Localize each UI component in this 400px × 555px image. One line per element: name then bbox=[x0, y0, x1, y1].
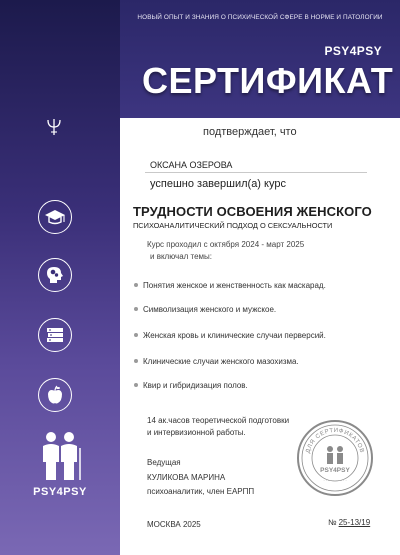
bullet-icon bbox=[134, 283, 138, 287]
apple-icon bbox=[38, 378, 72, 412]
sidebar-brand: PSY4PSY bbox=[33, 486, 87, 498]
head-gears-icon bbox=[38, 258, 72, 292]
topic-item: Женская кровь и клинические случаи перверсий. bbox=[134, 331, 326, 340]
hours-line-2: и интервизионной работы. bbox=[147, 428, 246, 437]
course-subtitle: ПСИХОАНАЛИТИЧЕСКИЙ ПОДХОД О СЕКСУАЛЬНОСТИ bbox=[133, 221, 333, 230]
hours-line-1: 14 ак.часов теоретической подготовки bbox=[147, 416, 290, 425]
city-year: МОСКВА 2025 bbox=[147, 520, 201, 529]
topic-item: Понятия женское и женственность как маскарад. bbox=[134, 281, 326, 290]
topic-item: Символизация женского и мужское. bbox=[134, 305, 276, 314]
psi-logo-icon bbox=[47, 118, 61, 136]
seal-stamp bbox=[295, 418, 375, 498]
books-icon bbox=[38, 318, 72, 352]
lead-name: КУЛИКОВА МАРИНА bbox=[147, 473, 226, 482]
topic-item: Квир и гибридизация полов. bbox=[134, 381, 248, 390]
course-title: ТРУДНОСТИ ОСВОЕНИЯ ЖЕНСКОГО bbox=[133, 204, 372, 219]
completed-text: успешно завершил(а) курс bbox=[150, 178, 286, 190]
graduation-cap-icon bbox=[38, 200, 72, 234]
svg-text:· · · · · · · · · ·: · · · · · · · · · · bbox=[323, 478, 347, 483]
confirms-text: подтверждает, что bbox=[203, 126, 297, 138]
name-divider bbox=[145, 172, 367, 173]
stamp-brand: PSY4PSY bbox=[320, 467, 350, 474]
number-value: 25-13/19 bbox=[338, 518, 371, 527]
stamp-top-text: ДЛЯ СЕРТИФИКАТОВ bbox=[305, 427, 365, 454]
lead-label: Ведущая bbox=[147, 458, 181, 467]
certificate-number bbox=[328, 518, 370, 527]
bullet-icon bbox=[134, 359, 138, 363]
topic-item: Клинические случаи женского мазохизма. bbox=[134, 357, 299, 366]
number-prefix: № bbox=[328, 518, 337, 527]
header-brand: PSY4PSY bbox=[324, 44, 382, 58]
lead-role: психоаналитик, член ЕАРПП bbox=[147, 487, 255, 496]
certificate-title: СЕРТИФИКАТ bbox=[142, 60, 394, 101]
two-people-icon bbox=[34, 430, 86, 482]
header-tagline: НОВЫЙ ОПЫТ И ЗНАНИЯ О ПСИХИЧЕСКОЙ СФЕРЕ В НОРМЕ И ПАТОЛОГИИ bbox=[137, 14, 383, 21]
header-banner bbox=[120, 0, 400, 118]
recipient-name: ОКСАНА ОЗЕРОВА bbox=[150, 160, 233, 170]
bullet-icon bbox=[134, 383, 138, 387]
includes-text: и включал темы: bbox=[150, 252, 213, 261]
course-period: Курс проходил с октября 2024 - март 2025 bbox=[147, 240, 305, 249]
sidebar bbox=[0, 0, 120, 555]
bullet-icon bbox=[134, 333, 138, 337]
bullet-icon bbox=[134, 307, 138, 311]
